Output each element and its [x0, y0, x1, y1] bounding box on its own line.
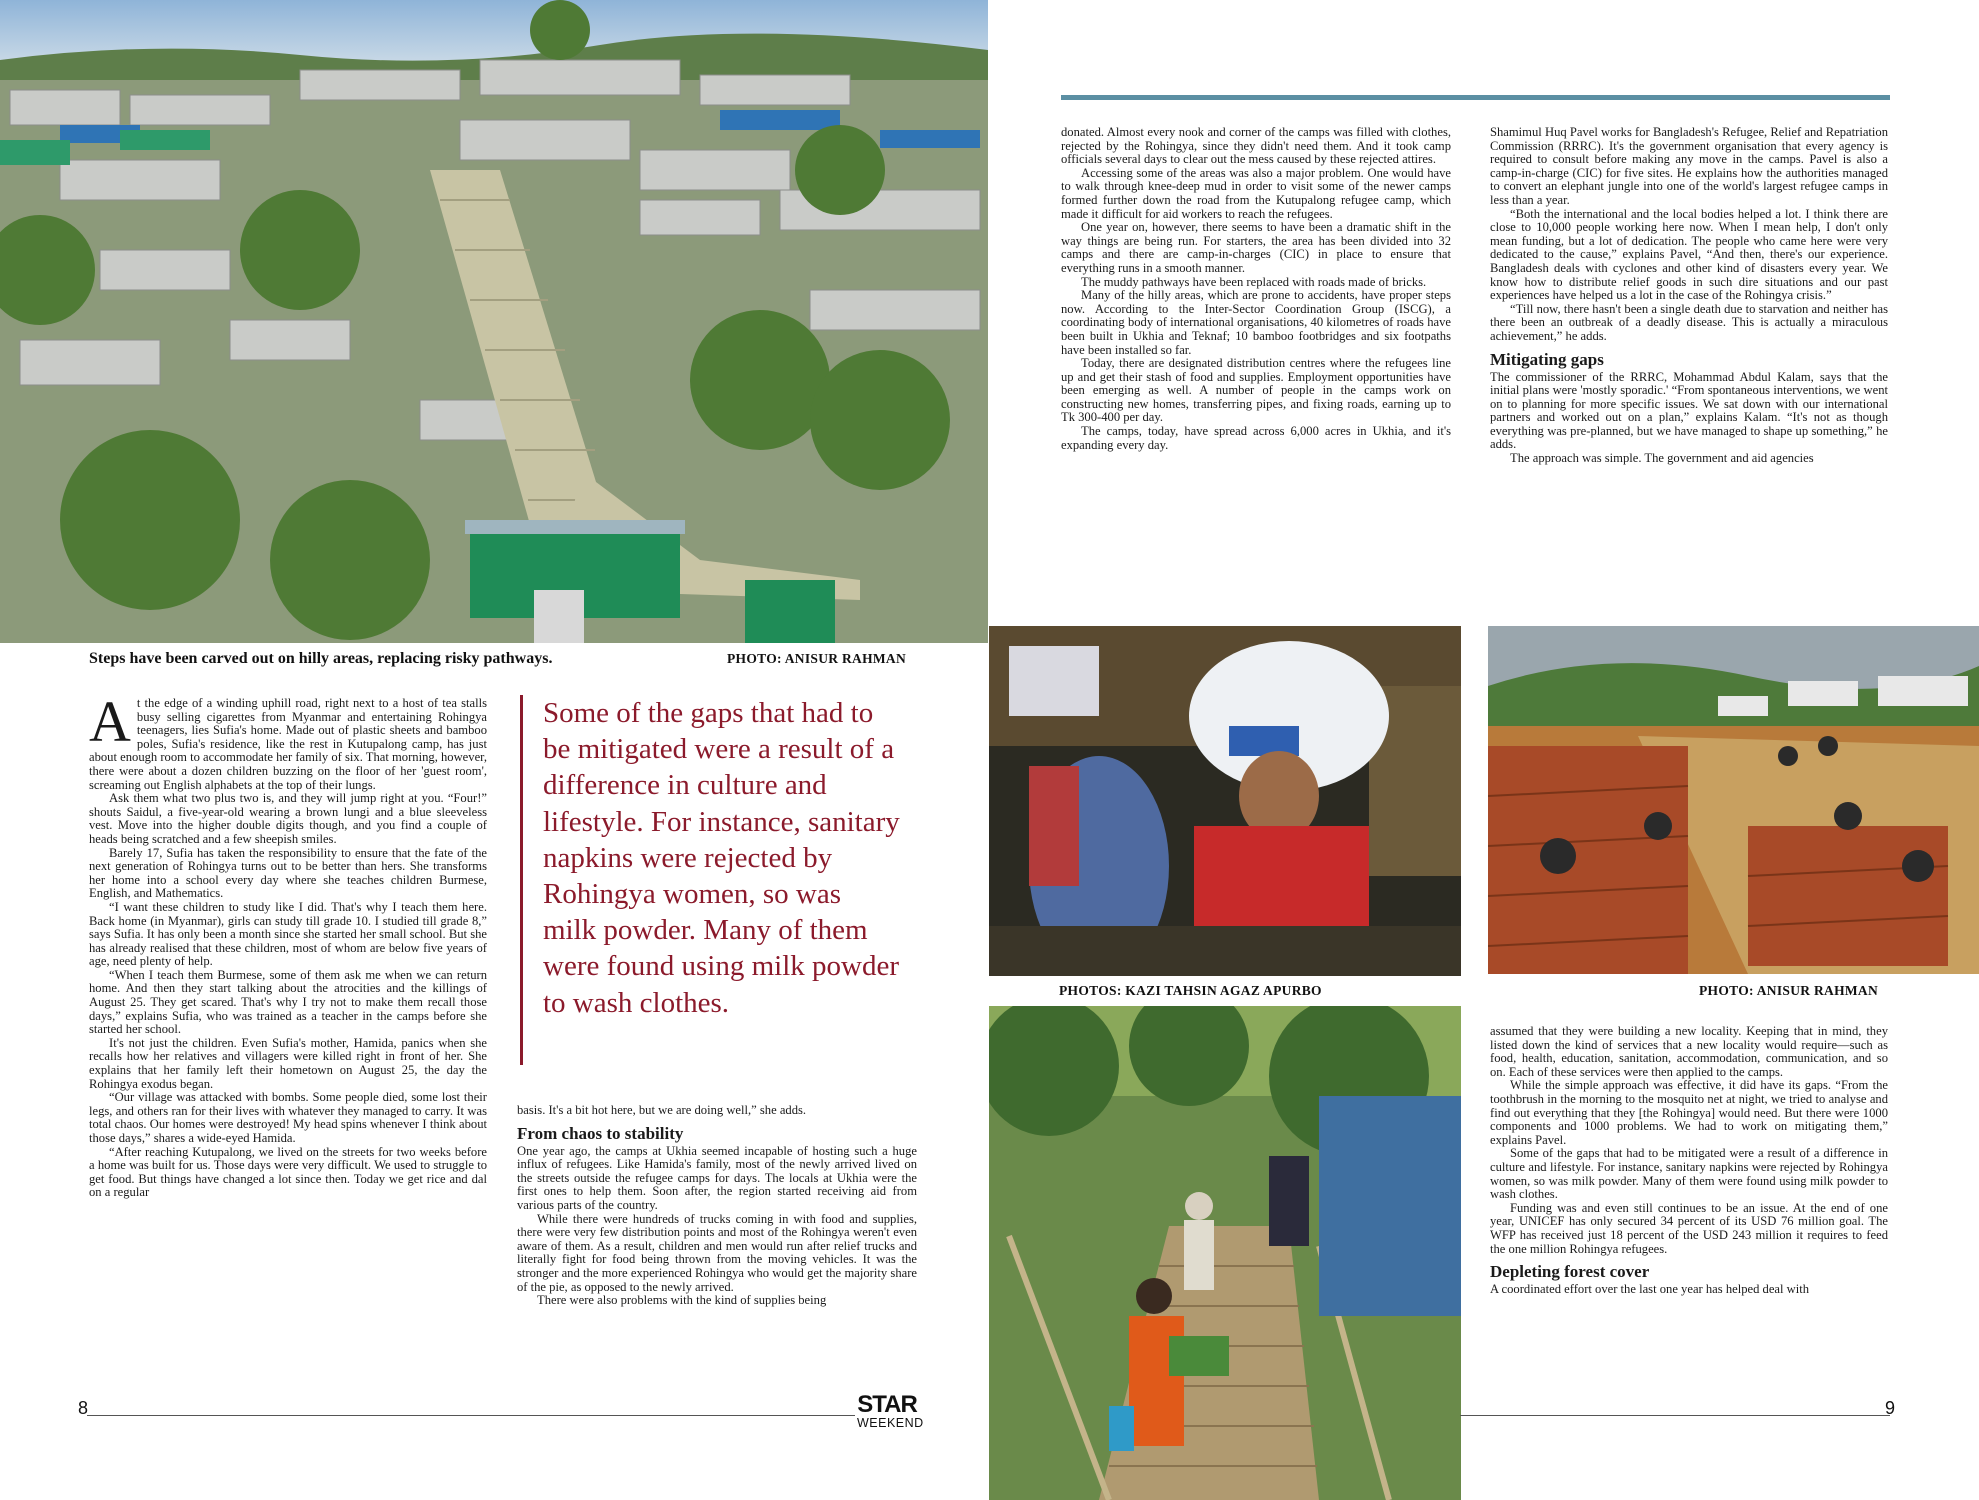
photo-credit: PHOTO: ANISUR RAHMAN: [1699, 983, 1879, 998]
paragraph: basis. It's a bit hot here, but we are doing well,” she adds.: [517, 1104, 807, 1117]
paragraph: The muddy pathways have been replaced with roads made of bricks.: [1081, 274, 1427, 289]
paragraph: Today, there are designated distribution centres where the refugees line up and get their stash of food and supplies. Employment opportunities have been emerging as well. A number of people in the camps work on constructing new homes, transferring pipes, and fixing roads, earning up to Tk 300-400 per day.: [1061, 356, 1451, 425]
photo-brick-road-workers: [1488, 626, 1979, 974]
section-heading: From chaos to stability: [517, 1123, 684, 1143]
photo-hillside-camp-steps: [0, 0, 988, 643]
article-column-5: [1490, 1025, 1888, 1390]
photo-man-carrying-sack: [989, 626, 1461, 976]
paragraph: One year ago, the camps at Ukhia seemed incapable of hosting such a huge influx of refugees. Like Hamida's family, most of the newly arrived lived on the streets outside the refugee camps for days. The locals at Ukhia were the first ones to help them. Soon after, the region started receiving aid from various parts of the country.: [517, 1143, 917, 1212]
photo-girl-on-bamboo-bridge: [989, 1006, 1461, 1500]
drop-cap: A: [89, 697, 131, 754]
paragraph: Barely 17, Sufia has taken the responsibility to ensure that the fate of the next generation of Rohingya turns out to be better than hers. She transforms her home into a school every day where she teaches children Burmese, English, and Mathematics.: [89, 845, 487, 901]
article-column-2: [517, 1104, 917, 1389]
paragraph: Shamimul Huq Pavel works for Bangladesh's Refugee, Relief and Repatriation Commission (RRRC). It's the government organisation that every agency is required to consult before making any move in the camps. Pavel is also a camp-in-charge (CIC) for five sites. He explains how the authorities managed to convert an elephant jungle into one of the world's largest refugee camps in less than a year.: [1490, 126, 1888, 207]
article-column-4: [1490, 126, 1888, 606]
paragraph: t the edge of a winding uphill road, right next to a host of tea stalls busy selling cigarettes from Myanmar and entertaining Rohingya teenagers, lies Sufia's home. Made out of plastic sheets and bamboo poles, Sufia's residence, like the rest in Kutupalong camp, has just about enough room to accommodate her family of six. That morning, however, there were about a dozen children buzzing on the floor of her 'guest room', screaming out English alphabets at the top of their lungs.: [89, 697, 487, 792]
logo-text-bottom: WEEKEND: [857, 1416, 924, 1430]
article-column-1: [89, 697, 487, 1389]
paragraph: “Our village was attacked with bombs. Some people died, some lost their legs, and others ran for their lives with whatever they managed to carry. It was total chaos. Our homes were destroyed! My head spins whenever I think about those days,” shares a wide-eyed Hamida.: [89, 1090, 487, 1145]
star-weekend-logo: [857, 1391, 924, 1433]
paragraph: “I want these children to study like I did. That's why I teach them here. Back home (in Myanmar), girls can study till grade 10. I studied till grade 8,” says Sufia. It has only been a month since she started her small school. But she has already realised that these children, most of whom are below five years of age, need plenty of help.: [89, 899, 487, 969]
page-number-right: 9: [1885, 1398, 1896, 1418]
paragraph: “When I teach them Burmese, some of them ask me when we can return home. And then they start talking about the atrocities and the killings of August 25. They get scared. That's why I try not to make them recall those days,” explains Sufia, who was trained as a teacher in the camps before she started her school.: [89, 967, 487, 1037]
article-column-3: [1061, 126, 1451, 606]
paragraph: “After reaching Kutupalong, we lived on the streets for two weeks before a home was built for us. Those days were very difficult. We used to struggle to get food. But things have changed a lot since then. Today we get rice and dal on a regular: [89, 1144, 487, 1200]
top-rule: [1061, 95, 1890, 100]
paragraph: assumed that they were building a new locality. Keeping that in mind, they listed down the kind of services that a new locality would require—such as food, health, education, sanitation, accommodation, communication, and so on. Each of these services were then applied to the camps.: [1490, 1025, 1888, 1079]
footer-rule-left: [87, 1415, 855, 1416]
paragraph: “Both the international and the local bodies helped a lot. I think there are close to 10,000 people working here now. When I mean help, I don't only mean funding, but a lot of dedication. The people who came here were very dedicated to the cause,” explains Pavel, “And then, there's our experience. Bangladesh deals with cyclones and other kind of disasters every year. We know how to distribute relief goods in such dire situations and our past experiences have helped us a lot in the case of the Rohingya crisis.”: [1490, 206, 1888, 303]
paragraph: A coordinated effort over the last one year has helped deal with: [1490, 1282, 1810, 1297]
paragraph: While the simple approach was effective, it did have its gaps. “From the toothbrush in the morning to the mosquito net at night, we tried to analyse and find out everything that they [the Rohingya] would need. But there were 1000 components and 1000 problems. We had to work on mitigating them,” explains Pavel.: [1490, 1078, 1888, 1147]
photo-credit: PHOTOS: KAZI TAHSIN AGAZ APURBO: [1059, 983, 1322, 998]
footer-rule-right: [1460, 1415, 1890, 1416]
paragraph: While there were hundreds of trucks coming in with food and supplies, there were very few distribution points and most of the Rohingya weren't even aware of them. As a result, children and men would run after relief trucks and literally fight for food being thrown from the moving vehicles. It was the stronger and the more experienced Rohingya who would get the majority share of the pie, as opposed to the newly arrived.: [517, 1211, 917, 1294]
paragraph: Ask them what two plus two is, and they will jump right at you. “Four!” shouts Saidul, a five-year-old wearing a brown lungi and a blue sleeveless vest. Move into the higher double digits though, and you find a couple of heads being scratched and a few sheepish smiles.: [89, 791, 487, 846]
section-heading: Mitigating gaps: [1490, 349, 1604, 369]
logo-text-top: STAR: [857, 1391, 917, 1418]
pull-quote: [520, 695, 900, 1065]
section-heading: Depleting forest cover: [1490, 1262, 1650, 1282]
paragraph: There were also problems with the kind of supplies being: [537, 1293, 827, 1308]
paragraph: The camps, today, have spread across 6,000 acres in Ukhia, and it's expanding every day.: [1061, 424, 1451, 452]
paragraph: Some of the gaps that had to be mitigated were a result of a difference in culture and lifestyle. For instance, sanitary napkins were rejected by Rohingya women, so was milk powder. Many of them were found using milk powder to wash clothes.: [1490, 1146, 1888, 1202]
paragraph: donated. Almost every nook and corner of the camps was filled with clothes, rejected by the Rohingya, since they didn't need them. And it took camp officials several days to clear out the mess caused by these rejected attires.: [1061, 126, 1451, 167]
paragraph: The commissioner of the RRRC, Mohammad Abdul Kalam, says that the initial plans were 'mostly sporadic.' “From spontaneous interventions, we went on to planning for more specific issues. We sat down with our international partners and worked out on a plan,” explains Kalam. “It's not as though everything was pre-planned, but we have managed to shape up something,” he adds.: [1490, 369, 1888, 452]
paragraph: It's not just the children. Even Sufia's mother, Hamida, panics when she recalls how her relatives and villagers were killed right in front of her. She explains that her family left their hometown on August 25, the day the Rohingya exodus began.: [89, 1035, 487, 1091]
photo-credit: PHOTO: ANISUR RAHMAN: [727, 651, 907, 666]
pull-quote-text: Some of the gaps that had to be mitigated were a result of a difference in culture and lifestyle. For instance, sanitary napkins were rejected by Rohingya women, so was milk powder. Many of them were found using milk powder to wash clothes.: [543, 697, 900, 1019]
paragraph: Funding was and even still continues to be an issue. At the end of one year, UNICEF has only secured 34 percent of its USD 76 million goal. The WFP has received just 18 percent of the USD 243 million it requires to feed the one million Rohingya refugees.: [1490, 1200, 1888, 1256]
paragraph: The approach was simple. The government and aid agencies: [1510, 451, 1814, 466]
paragraph: Many of the hilly areas, which are prone to accidents, have proper steps now. According to the Inter-Sector Coordination Group (ISCG), a coordinating body of international organisations, 40 kilometres of roads have been built in Ukhia and Teknaf; 10 bamboo footbridges and six footpaths have been installed so far.: [1061, 288, 1451, 357]
page-number-left: 8: [78, 1398, 89, 1418]
photo-caption: Steps have been carved out on hilly areas, replacing risky pathways.: [89, 650, 553, 667]
paragraph: “Till now, there hasn't been a single death due to starvation and neither has there been an outbreak of a deadly disease. This is actually a miraculous achievement,” he adds.: [1490, 301, 1888, 343]
paragraph: Accessing some of the areas was also a major problem. One would have to walk through knee-deep mud in order to visit some of the newer camps formed further down the road from the Kutupalong refugee camp, which made it difficult for aid workers to reach the refugees.: [1061, 165, 1451, 221]
paragraph: One year on, however, there seems to have been a dramatic shift in the way things are being run. For starters, the area has been divided into 32 camps and there are camp-in-charges (CIC) in place to ensure that everything runs in a smooth manner.: [1061, 220, 1451, 275]
